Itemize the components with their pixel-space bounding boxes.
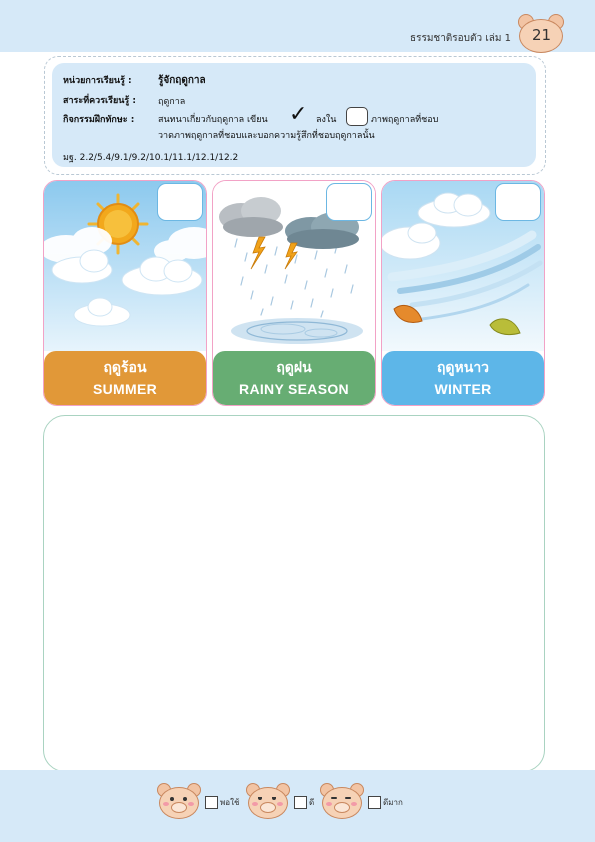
book-title: ธรรมชาติรอบตัว เล่ม 1: [409, 33, 511, 44]
season-name-en: SUMMER: [92, 381, 158, 397]
rating-checkbox[interactable]: [368, 796, 381, 809]
rating-checkbox[interactable]: [294, 796, 307, 809]
example-checkbox: [346, 107, 368, 126]
rating-checkbox[interactable]: [205, 796, 218, 809]
happy-bear-icon: [246, 783, 290, 819]
activity-text-3: ภาพฤดูกาลที่ชอบ: [371, 115, 439, 125]
choice-checkbox[interactable]: [157, 183, 203, 221]
page-number-badge: [517, 14, 565, 52]
summer-card[interactable]: [43, 180, 207, 406]
season-name-th: ฤดูหนาว: [436, 360, 490, 376]
season-name-th: ฤดูฝน: [276, 360, 312, 376]
activity-text-2: ลงใน: [316, 115, 337, 125]
unit-label: หน่วยการเรียนรู้ :: [63, 76, 132, 86]
unit-value: รู้จักฤดูกาล: [158, 75, 206, 86]
season-name-th: ฤดูร้อน: [103, 360, 147, 376]
page-number: 21: [531, 26, 552, 44]
activity-text-4: วาดภาพฤดูกาลที่ชอบและบอกความรู้สึกที่ชอบฤดูกาลนั้น: [158, 131, 375, 141]
topic-label: สาระที่ควรเรียนรู้ :: [63, 96, 136, 106]
choice-checkbox[interactable]: [495, 183, 541, 221]
season-name-en: WINTER: [434, 381, 492, 397]
rating-label: ดี: [309, 798, 315, 807]
neutral-bear-icon: [157, 783, 201, 819]
choice-checkbox[interactable]: [326, 183, 372, 221]
topic-value: ฤดูกาล: [158, 97, 186, 107]
standards-text: มฐ. 2.2/5.4/9.1/9.2/10.1/11.1/12.1/12.2: [63, 153, 239, 163]
season-name-en: RAINY SEASON: [239, 381, 349, 397]
check-mark-icon: ✓: [289, 102, 308, 127]
winter-card[interactable]: [381, 180, 545, 406]
drawing-area[interactable]: [43, 415, 545, 772]
rating-label: ดีมาก: [383, 798, 403, 807]
season-label: [44, 351, 206, 405]
activity-label: กิจกรรมฝึกทักษะ :: [63, 115, 135, 125]
season-label: [213, 351, 375, 405]
puddle-icon: [231, 318, 363, 344]
rainy-card[interactable]: [212, 180, 376, 406]
very-happy-bear-icon: [320, 783, 364, 819]
activity-text-1: สนทนาเกี่ยวกับฤดูกาล เขียน: [158, 115, 268, 125]
rating-label: พอใช้: [220, 798, 240, 807]
season-label: [382, 351, 544, 405]
